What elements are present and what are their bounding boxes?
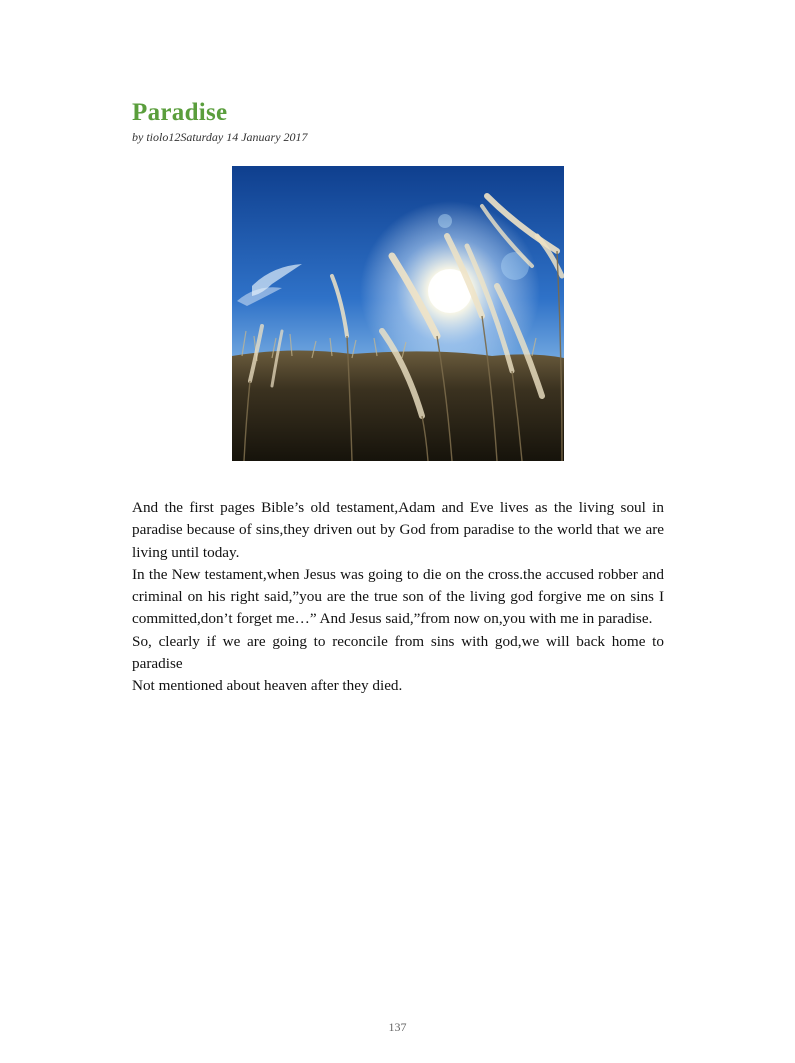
article-body (132, 497, 664, 698)
page-number: 137 (388, 1020, 407, 1034)
body-paragraph: Not mentioned about heaven after they died. (132, 677, 403, 695)
byline: by tiolo12Saturday 14 January 2017 (132, 130, 308, 144)
page-title: Paradise (132, 99, 228, 126)
body-paragraph: In the New testament,when Jesus was going to die on the cross.the accused robber and criminal on his right said,”you are the true son of the living god forgive me on sins I committed,don’t forget me…” And Jesus said,”from now on,you with me in paradise. (132, 565, 664, 628)
body-paragraph: And the first pages Bible’s old testament,Adam and Eve lives as the living soul in paradise because of sins,they driven out by God from paradise to the world that we are living until today. (132, 499, 664, 561)
pampas-grass-photo (232, 166, 564, 461)
body-paragraph: So, clearly if we are going to reconcile from sins with god,we will back home to paradise (132, 632, 664, 673)
